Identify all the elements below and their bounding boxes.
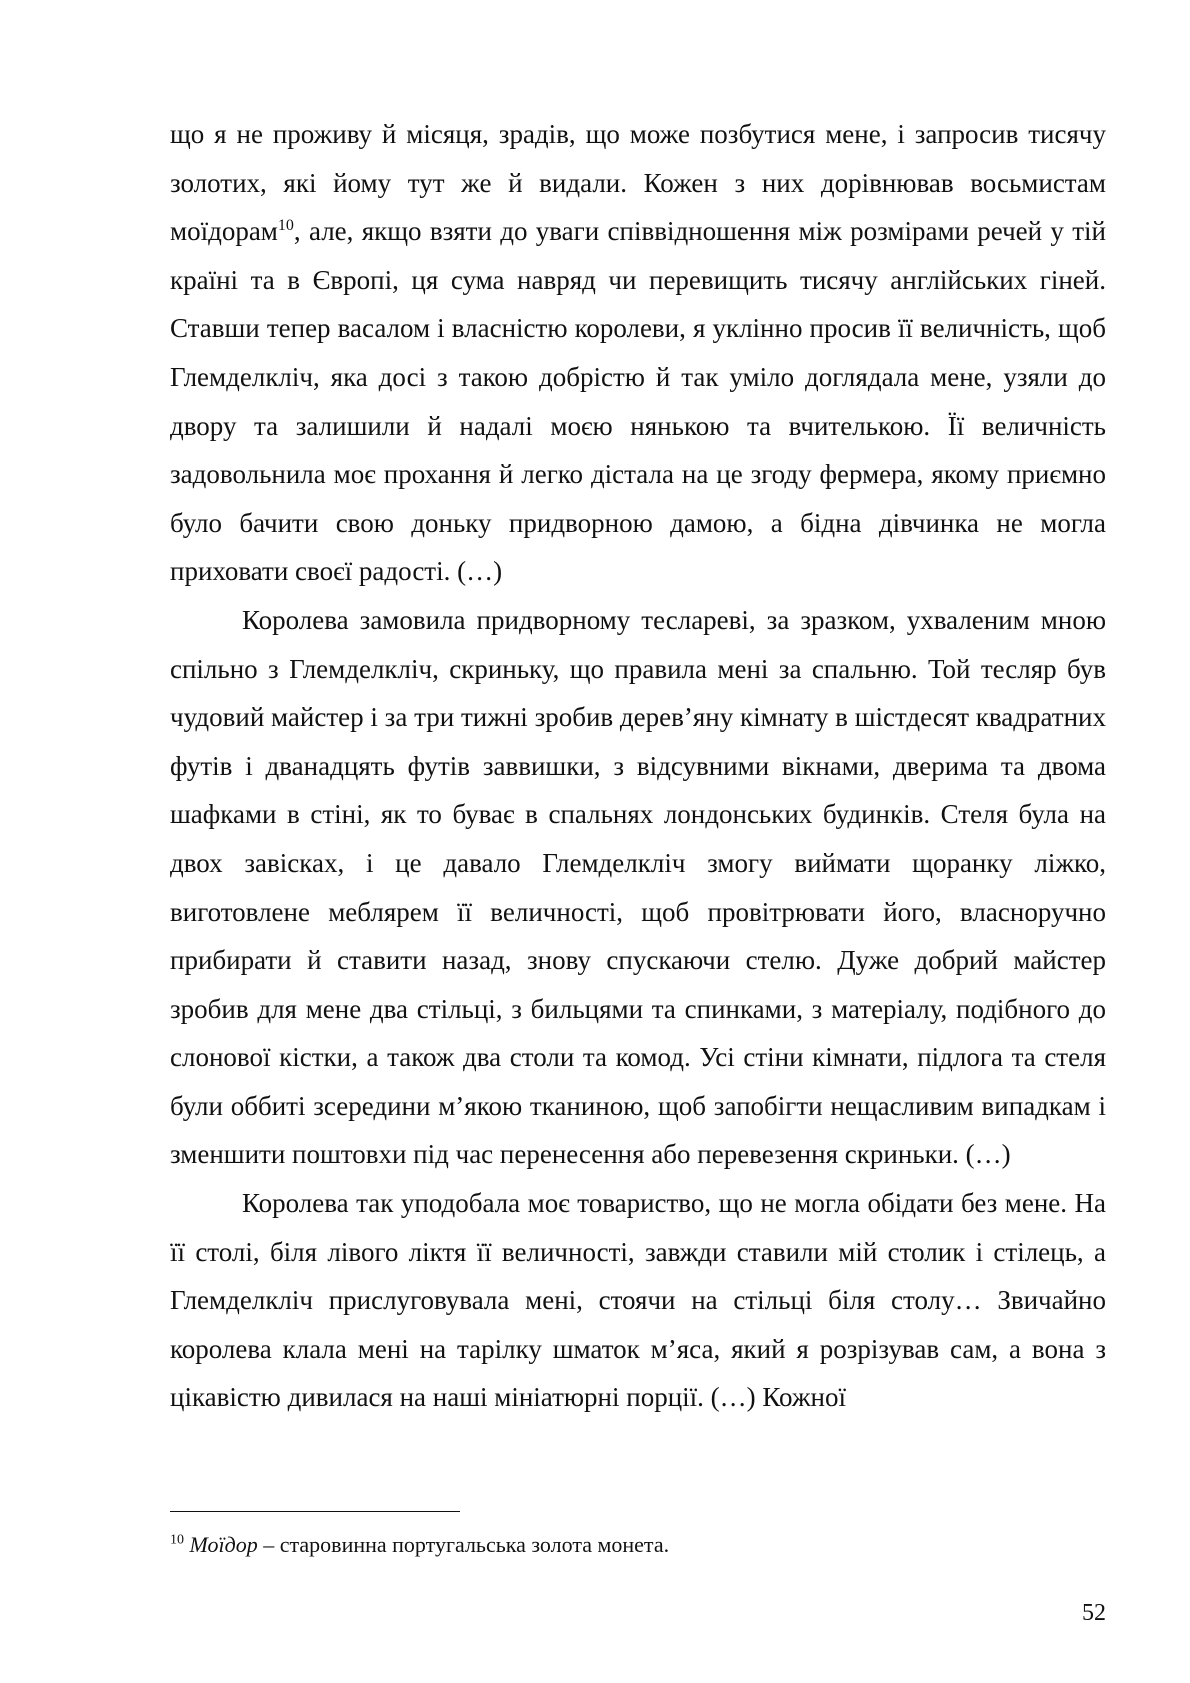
paragraph-1-text-after: , але, якщо взяти до уваги співвідношення між розмірами речей у тій країні та в Європі, ця сума навряд чи перевищить тисячу англійських гіней. Ставши тепер васалом і власністю королеви, я уклінно просив її величність, щоб Глемделкліч, яка досі з такою добрістю й так уміло доглядала мене, узяли до двору та залишили й надалі моєю нянькою та вчителькою. Її величність задовольнила моє прохання й легко дістала на це згоду фермера, якому приємно було бачити свою доньку придворною дамою, а бідна дівчинка не могла приховати своєї радості. (…)	[170, 216, 1106, 587]
footnote-reference: 10	[277, 217, 294, 235]
footnote-number: 10	[170, 1532, 184, 1548]
footnote-separator	[170, 1511, 460, 1512]
body-text	[170, 110, 1106, 1422]
paragraph-3: Королева так уподобала моє товариство, що не могла обідати без мене. На її столі, біля лівого ліктя її величності, завжди ставили мій столик і стілець, а Глемделкліч прислуговувала мені, стоячи на стільці біля столу… Звичайно королева клала мені на тарілку шматок м’яса, який я розрізував сам, а вона з цікавістю дивилася на наші мініатюрні порції. (…) Кожної	[170, 1188, 1106, 1413]
footnote-definition: – старовинна португальська золота монета.	[257, 1532, 670, 1557]
footnote	[170, 1530, 1106, 1560]
paragraph-2: Королева замовила придворному теслареві, за зразком, ухваленим мною спільно з Глемделкліч, скриньку, що правила мені за спальню. Той тесляр був чудовий майстер і за три тижні зробив дерев’яну кімнату в шістдесят квадратних футів і дванадцять футів заввишки, з відсувними вікнами, дверима та двома шафками в стіні, як то буває в спальнях лондонських будинків. Стеля була на двох завісках, і це давало Глемделкліч змогу виймати щоранку ліжко, виготовлене меблярем її величності, щоб провітрювати його, власноручно прибирати й ставити назад, знову спускаючи стелю. Дуже добрий майстер зробив для мене два стільці, з бильцями та спинками, з матеріалу, подібного до слонової кістки, а також два столи та комод. Усі стіни кімнати, підлога та стеля були оббиті зсередини м’якою тканиною, щоб запобігти нещасливим випадкам і зменшити поштовхи під час перенесення або перевезення скриньки. (…)	[170, 604, 1106, 1170]
paragraph-1-text-before: що я не проживу й місяця, зрадів, що може позбутися мене, і запросив тисячу золотих, які йому тут же й видали. Кожен з них дорівнював восьмистам моїдорам	[170, 119, 1106, 247]
paragraph-1	[170, 110, 1106, 596]
page-number: 52	[1082, 1600, 1106, 1626]
footnote-term: Моїдор	[189, 1532, 258, 1557]
